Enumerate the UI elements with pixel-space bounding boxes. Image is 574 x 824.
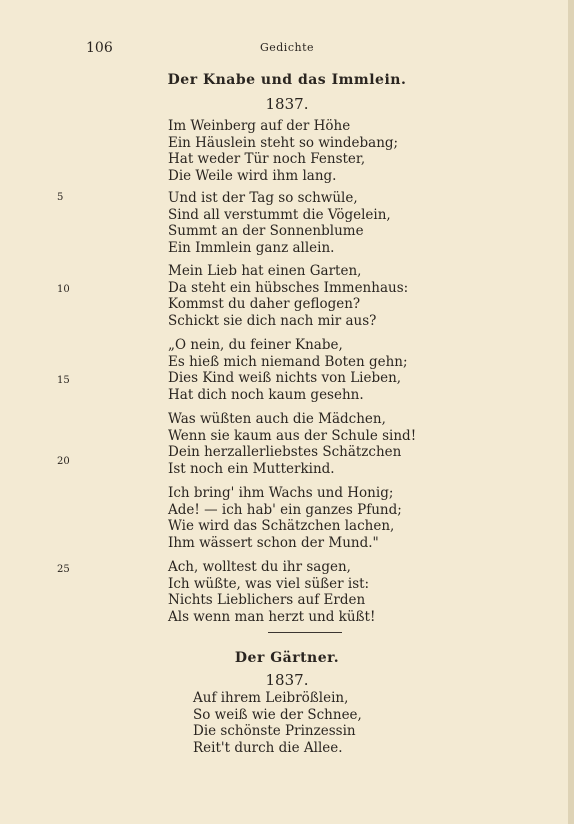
- stanza: [168, 559, 375, 625]
- verse-line: So weiß wie der Schnee,: [193, 706, 362, 723]
- verse-line: Wenn sie kaum aus der Schule sind!: [168, 427, 417, 444]
- verse-line: Dies Kind weiß nichts von Lieben,: [168, 370, 402, 386]
- verse-line: Auf ihrem Leibrößlein,: [193, 690, 349, 706]
- verse-line: Da steht ein hübsches Immenhaus:: [168, 279, 409, 296]
- verse-line: Im Weinberg auf der Höhe: [168, 118, 351, 134]
- verse-line: Die Weile wird ihm lang.: [168, 167, 337, 184]
- verse-line: Ein Häuslein steht so windebang;: [168, 134, 399, 151]
- verse-line: Hat weder Tür noch Fenster,: [168, 151, 366, 167]
- verse-line: Schickt sie dich nach mir aus?: [168, 312, 377, 329]
- verse-line: Es hieß mich niemand Boten gehn;: [168, 353, 408, 370]
- page-header: [0, 40, 574, 60]
- verse-line: Und ist der Tag so schwüle,: [168, 190, 358, 206]
- stanza: [193, 690, 362, 756]
- stanza: [168, 263, 408, 329]
- verse-line: Was wüßten auch die Mädchen,: [168, 411, 386, 427]
- verse-line: Die schönste Prinzessin: [193, 723, 356, 739]
- stanza: [168, 190, 391, 256]
- poem-title: Der Knabe und das Immlein.: [167, 72, 407, 88]
- verse-line: Sind all verstummt die Vögelein,: [168, 206, 391, 223]
- verse-line: Ade! — ich hab' ein ganzes Pfund;: [168, 501, 402, 518]
- poem-year: 1837.: [265, 95, 309, 113]
- line-number: 20: [57, 456, 70, 467]
- stanza: [168, 485, 402, 551]
- stanza: [168, 118, 398, 184]
- verse-line: Summt an der Sonnenblume: [168, 223, 364, 239]
- verse-line: Reit't durch die Allee.: [193, 739, 343, 756]
- poem-title-2: Der Gärtner.: [234, 650, 340, 666]
- verse-line: Ist noch ein Mutterkind.: [168, 460, 335, 477]
- page-edge: [568, 0, 574, 824]
- verse-line: Ihm wässert schon der Mund.": [168, 534, 379, 551]
- section-divider: [268, 632, 342, 633]
- page-number: 106: [86, 40, 113, 56]
- verse-line: Ein Immlein ganz allein.: [168, 239, 335, 256]
- verse-line: Ich bring' ihm Wachs und Honig;: [168, 485, 394, 501]
- verse-line: Hat dich noch kaum gesehn.: [168, 386, 364, 403]
- verse-line: Ach, wolltest du ihr sagen,: [168, 559, 351, 575]
- line-number: 10: [57, 284, 70, 295]
- verse-line: Dein herzallerliebstes Schätzchen: [168, 444, 402, 460]
- verse-line: Als wenn man herzt und küßt!: [168, 608, 376, 625]
- running-head: Gedichte: [259, 41, 315, 54]
- verse-line: Nichts Lieblichers auf Erden: [168, 592, 366, 608]
- stanza: [168, 411, 416, 477]
- verse-line: „O nein, du feiner Knabe,: [168, 337, 343, 353]
- verse-line: Ich wüßte, was viel süßer ist:: [168, 575, 370, 592]
- poem-year-2: 1837.: [265, 671, 309, 689]
- line-number: 5: [57, 192, 64, 203]
- verse-line: Kommst du daher geflogen?: [168, 296, 361, 312]
- verse-line: Mein Lieb hat einen Garten,: [168, 263, 362, 279]
- line-number: 15: [57, 375, 70, 386]
- stanza: [168, 337, 408, 403]
- line-number: 25: [57, 564, 70, 575]
- verse-line: Wie wird das Schätzchen lachen,: [168, 518, 395, 534]
